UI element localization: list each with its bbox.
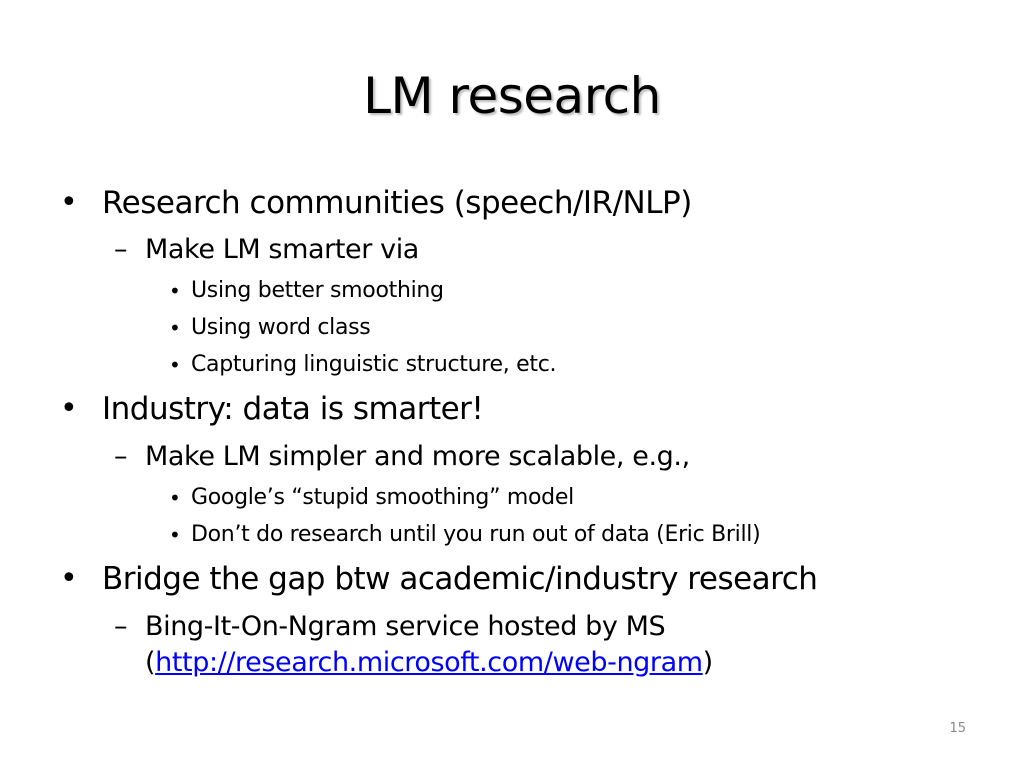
sub-item-continuation [145,646,713,680]
bullet-text: Bridge the gap btw academic/industry research [102,561,818,597]
sub-sub-item-text: Google’s “stupid smoothing” model [191,485,574,510]
sub-sub-item-text: Capturing linguistic structure, etc. [191,352,557,377]
web-ngram-link[interactable]: http://research.microsoft.com/web-ngram [155,647,703,678]
bullet-icon: • [169,279,181,303]
slide-title: LM research [363,67,661,125]
page-number: 15 [949,721,966,736]
bullet-icon: • [169,523,181,547]
dash-icon: – [114,611,128,642]
bullet-text: Research communities (speech/IR/NLP) [102,185,692,221]
bullet-icon: • [169,316,181,340]
bullet-icon: • [60,185,78,220]
bullet-icon: • [60,561,78,596]
sub-sub-item-text: Using better smoothing [191,278,444,303]
dash-icon: – [114,441,128,472]
sub-sub-item-text: Don’t do research until you run out of data (Eric Brill) [191,522,761,547]
sub-item-text: Make LM simpler and more scalable, e.g., [145,441,690,472]
paren-open: ( [145,647,156,678]
bullet-icon: • [60,391,78,426]
sub-item-text: Make LM smarter via [145,234,419,265]
sub-sub-item-text: Using word class [191,315,371,340]
sub-item-text: Bing-It-On-Ngram service hosted by MS [145,611,666,642]
bullet-icon: • [169,486,181,510]
bullet-text: Industry: data is smarter! [102,391,484,427]
bullet-icon: • [169,353,181,377]
paren-close: ) [702,647,713,678]
dash-icon: – [114,234,128,265]
